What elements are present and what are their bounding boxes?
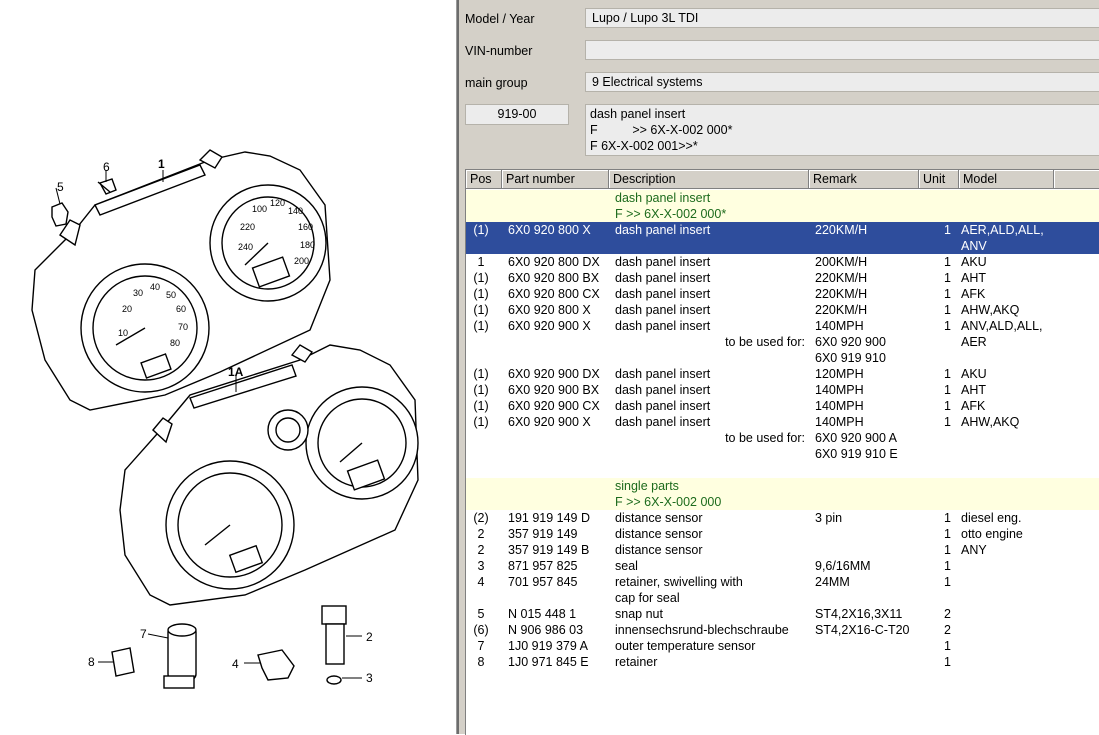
model-year-label: Model / Year [465, 12, 535, 26]
cell-pos: (1) [473, 399, 489, 413]
cell-part: 191 919 149 D [508, 511, 591, 525]
column-header-description[interactable]: Description [609, 170, 809, 189]
parts-diagram-drawing [0, 0, 456, 734]
cell-pos: (1) [473, 415, 489, 429]
table-row[interactable] [466, 622, 1099, 638]
table-row[interactable] [466, 446, 1099, 462]
cell-model: AKU [961, 367, 987, 381]
cell-part: 357 919 149 [508, 527, 578, 541]
cell-remark: 140MPH [815, 399, 864, 413]
cell-model: AKU [961, 255, 987, 269]
group-header-row[interactable] [466, 494, 1099, 510]
table-row[interactable] [466, 398, 1099, 414]
cell-model: AFK [961, 399, 986, 413]
table-row[interactable] [466, 334, 1099, 350]
cell-desc: single parts [615, 479, 679, 493]
table-row[interactable] [466, 302, 1099, 318]
illustration-description [585, 104, 1099, 156]
cell-part: N 015 448 1 [508, 607, 577, 621]
cell-remark: 120MPH [815, 367, 864, 381]
cell-unit: 1 [944, 575, 951, 589]
cell-desc: dash panel insert [615, 367, 711, 381]
cell-desc: distance sensor [615, 527, 703, 541]
table-row[interactable] [466, 254, 1099, 270]
cell-unit: 1 [944, 655, 951, 669]
cell-unit: 1 [944, 415, 951, 429]
dial-number: 70 [178, 322, 189, 332]
table-row[interactable] [466, 238, 1099, 254]
dial-number: 160 [298, 222, 314, 232]
cell-remark: 140MPH [815, 383, 864, 397]
cell-desc: dash panel insert [615, 287, 711, 301]
cell-unit: 1 [944, 319, 951, 333]
cell-unit: 1 [944, 399, 951, 413]
cell-pos: (6) [473, 623, 489, 637]
cell-part: 357 919 149 B [508, 543, 590, 557]
cell-part: 6X0 920 900 CX [508, 399, 600, 413]
table-row[interactable] [466, 286, 1099, 302]
callout-8[interactable]: 8 [88, 655, 95, 669]
cell-desc: dash panel insert [615, 223, 711, 237]
catalog-panel [459, 0, 1099, 734]
cell-model: ANV [961, 239, 987, 253]
cell-model: ANV,ALD,ALL, [961, 319, 1043, 333]
dial-number: 220 [240, 222, 256, 232]
cell-remark: 24MM [815, 575, 850, 589]
dial-number: 200 [294, 256, 310, 266]
cell-model: AFK [961, 287, 986, 301]
cell-pos: (1) [473, 367, 489, 381]
dial-number: 40 [150, 282, 161, 292]
callout-1[interactable]: 1 [158, 157, 165, 171]
dial-number: 80 [170, 338, 181, 348]
description-line: F >> 6X-X-002 000* [590, 123, 733, 137]
cell-pos: 3 [477, 559, 485, 573]
cell-unit: 1 [944, 223, 951, 237]
dial-number: 10 [118, 328, 129, 338]
cell-unit: 1 [944, 559, 951, 573]
callout-4[interactable]: 4 [232, 657, 239, 671]
cell-pos: (1) [473, 383, 489, 397]
cell-pos: 2 [477, 543, 485, 557]
cell-unit: 1 [944, 527, 951, 541]
cell-desc: seal [615, 559, 638, 573]
cell-model: AER [961, 335, 987, 349]
cell-model: diesel eng. [961, 511, 1022, 525]
cell-remark: 200KM/H [815, 255, 868, 269]
table-header [466, 170, 1099, 189]
dial-number: 60 [176, 304, 187, 314]
cell-model: ANY [961, 543, 987, 557]
table-row[interactable] [466, 414, 1099, 430]
vin-label: VIN-number [465, 44, 533, 58]
cell-unit: 2 [944, 607, 951, 621]
table-row[interactable] [466, 510, 1099, 526]
cell-unit: 1 [944, 303, 951, 317]
cell-part: 6X0 920 900 DX [508, 367, 600, 381]
cell-pos: 1 [477, 255, 485, 269]
table-row[interactable] [466, 526, 1099, 542]
cell-unit: 2 [944, 623, 951, 637]
illustration-code[interactable]: 919-00 [465, 104, 569, 125]
cell-desc: outer temperature sensor [615, 639, 756, 653]
group-header-row[interactable] [466, 206, 1099, 222]
cell-remark: 9,6/16MM [815, 559, 871, 573]
table-row[interactable] [466, 462, 1099, 478]
table-row[interactable] [466, 382, 1099, 398]
table-row[interactable] [466, 590, 1099, 606]
table-row[interactable] [466, 574, 1099, 590]
parts-diagram [0, 0, 456, 734]
cell-unit: 1 [944, 511, 951, 525]
column-header-part-number[interactable]: Part number [502, 170, 609, 189]
cell-remark: 6X0 919 910 E [815, 447, 898, 461]
callout-7[interactable]: 7 [140, 627, 147, 641]
cell-desc: dash panel insert [615, 319, 711, 333]
cell-desc: cap for seal [615, 591, 680, 605]
cell-desc: dash panel insert [615, 383, 711, 397]
parts-table [465, 169, 1099, 735]
cell-desc: dash panel insert [615, 191, 711, 205]
callout-3[interactable]: 3 [366, 671, 373, 685]
cell-pos: 8 [477, 655, 485, 669]
cell-unit: 1 [944, 383, 951, 397]
cell-model: otto engine [961, 527, 1023, 541]
cell-pos: (1) [473, 303, 489, 317]
main-group-field[interactable]: 9 Electrical systems [585, 72, 1099, 92]
table-row[interactable] [466, 270, 1099, 286]
cell-desc: retainer [615, 655, 658, 669]
cell-model: AHT [961, 383, 986, 397]
description-line: dash panel insert [590, 107, 686, 121]
cell-part: 6X0 920 800 BX [508, 271, 600, 285]
table-row[interactable] [466, 318, 1099, 334]
dial-number: 240 [238, 242, 254, 252]
cell-part: 6X0 920 900 BX [508, 383, 600, 397]
cell-desc: dash panel insert [615, 271, 711, 285]
cell-pos: 5 [477, 607, 485, 621]
cell-remark: 6X0 919 910 [815, 351, 886, 365]
description-line: F 6X-X-002 001>>* [590, 139, 698, 153]
table-row[interactable] [466, 558, 1099, 574]
cell-remark: ST4,2X16,3X11 [815, 607, 903, 621]
cell-remark: 220KM/H [815, 303, 868, 317]
table-row[interactable] [466, 350, 1099, 366]
cell-remark: 220KM/H [815, 271, 868, 285]
cell-unit: 1 [944, 271, 951, 285]
cell-desc: dash panel insert [615, 255, 711, 269]
cell-part: 871 957 825 [508, 559, 578, 573]
cell-remark: 140MPH [815, 319, 864, 333]
model-year-field[interactable]: Lupo / Lupo 3L TDI [585, 8, 1099, 28]
cell-pos: (1) [473, 287, 489, 301]
cell-remark: 140MPH [815, 415, 864, 429]
table-row[interactable] [466, 606, 1099, 622]
cell-desc: innensechsrund-blechschraube [615, 623, 789, 637]
cell-part: 6X0 920 800 X [508, 223, 591, 237]
cell-part: 6X0 920 800 DX [508, 255, 600, 269]
cell-part: 6X0 920 800 CX [508, 287, 600, 301]
dial-number: 100 [252, 204, 268, 214]
cell-remark: ST4,2X16-C-T20 [815, 623, 910, 637]
callout-1a[interactable]: 1A [228, 365, 244, 379]
cell-part: N 906 986 03 [508, 623, 584, 637]
dial-number: 140 [288, 206, 304, 216]
dial-number: 50 [166, 290, 177, 300]
column-header-filler [1054, 170, 1099, 189]
cell-pos: (1) [473, 223, 489, 237]
column-header-model[interactable]: Model [959, 170, 1054, 189]
table-row[interactable] [466, 542, 1099, 558]
cell-part: 6X0 920 800 X [508, 303, 591, 317]
dial-number: 120 [270, 198, 286, 208]
cell-remark: 6X0 920 900 [815, 335, 886, 349]
cell-remark: 220KM/H [815, 287, 868, 301]
group-header-row[interactable] [466, 190, 1099, 206]
table-row[interactable] [466, 654, 1099, 670]
group-header-row[interactable] [466, 478, 1099, 494]
cell-pos: (1) [473, 271, 489, 285]
cell-part: 1J0 971 845 E [508, 655, 589, 669]
cell-used: to be used for: [725, 335, 805, 349]
table-row[interactable] [466, 430, 1099, 446]
column-header-pos[interactable]: Pos [466, 170, 502, 189]
cell-pos: (1) [473, 319, 489, 333]
cell-desc: distance sensor [615, 511, 703, 525]
cell-unit: 1 [944, 367, 951, 381]
cell-desc: dash panel insert [615, 399, 711, 413]
table-row[interactable] [466, 638, 1099, 654]
cell-remark: 220KM/H [815, 223, 868, 237]
cell-part: 701 957 845 [508, 575, 578, 589]
cell-remark: 3 pin [815, 511, 843, 525]
cell-desc: retainer, swivelling with [615, 575, 743, 589]
table-row[interactable] [466, 366, 1099, 382]
cell-remark: 6X0 920 900 A [815, 431, 898, 445]
main-group-label: main group [465, 76, 528, 90]
cell-pos: 2 [477, 527, 485, 541]
cell-model: AHW,AKQ [961, 415, 1020, 429]
cell-model: AHT [961, 271, 986, 285]
table-row[interactable] [466, 222, 1099, 238]
cell-desc: distance sensor [615, 543, 703, 557]
cell-unit: 1 [944, 639, 951, 653]
cell-model: AHW,AKQ [961, 303, 1020, 317]
callout-5[interactable]: 5 [57, 180, 64, 194]
cell-part: 1J0 919 379 A [508, 639, 588, 653]
cell-pos: (2) [473, 511, 489, 525]
cell-desc: F >> 6X-X-002 000 [615, 495, 722, 509]
cell-pos: 4 [477, 575, 485, 589]
dial-number: 20 [122, 304, 133, 314]
cell-model: AER,ALD,ALL, [961, 223, 1044, 237]
vin-field[interactable] [585, 40, 1099, 60]
dial-number: 30 [133, 288, 144, 298]
cell-unit: 1 [944, 543, 951, 557]
cell-unit: 1 [944, 255, 951, 269]
cell-part: 6X0 920 900 X [508, 415, 591, 429]
column-header-remark[interactable]: Remark [809, 170, 919, 189]
dial-number: 180 [300, 240, 316, 250]
cell-desc: snap nut [615, 607, 663, 621]
cell-desc: dash panel insert [615, 415, 711, 429]
cell-unit: 1 [944, 287, 951, 301]
column-header-unit[interactable]: Unit [919, 170, 959, 189]
callout-2[interactable]: 2 [366, 630, 373, 644]
cell-part: 6X0 920 900 X [508, 319, 591, 333]
cell-desc: F >> 6X-X-002 000* [615, 207, 727, 221]
cell-desc: dash panel insert [615, 303, 711, 317]
cell-pos: 7 [477, 639, 485, 653]
cell-used: to be used for: [725, 431, 805, 445]
callout-6[interactable]: 6 [103, 160, 110, 174]
